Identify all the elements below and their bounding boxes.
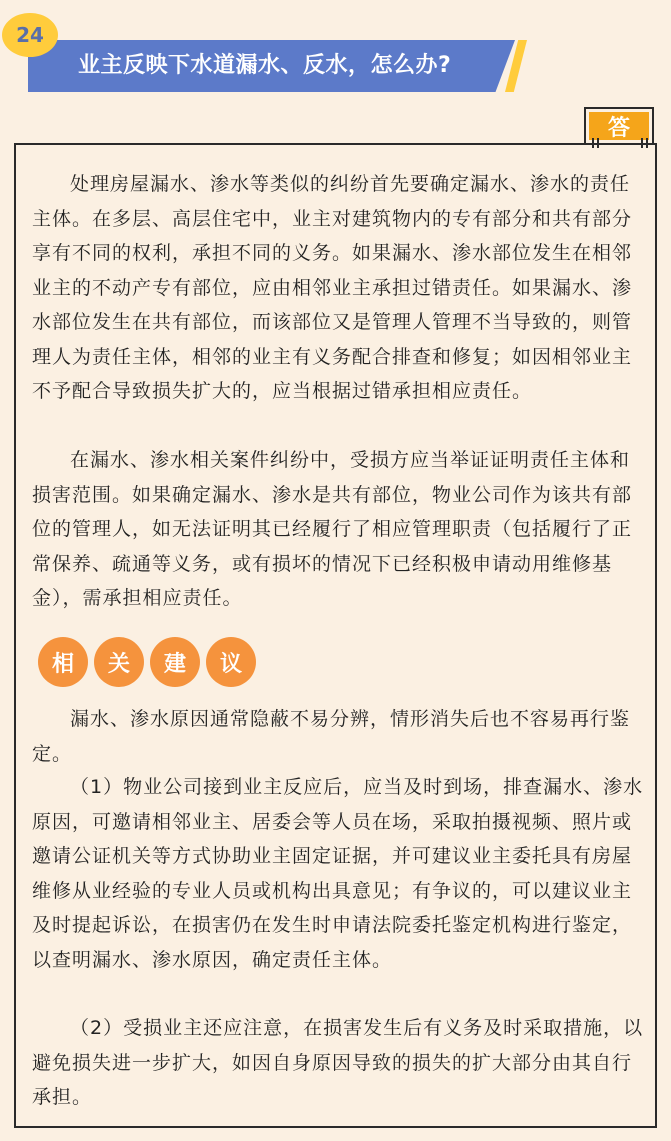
suggestion-paragraph: （1）物业公司接到业主反应后，应当及时到场，排查漏水、渗水原因，可邀请相邻业主、居委会等人员在场，采取拍摄视频、照片或邀请公证机关等方式协助业主固定证据，并可建议业主委托具有房屋维修从业经验的专业人员或机构出具意见；有争议的，可以建议业主及时提起诉讼，在损害仍在发生时申请法院委托鉴定机构进行鉴定，以查明漏水、渗水原因，确定责任主体。 [32,776,644,971]
heading-char-circle: 建 [150,637,200,687]
heading-char-circle: 关 [94,637,144,687]
heading-char-circle: 议 [206,637,256,687]
tab-tick-left-1 [592,138,594,148]
question-title: 业主反映下水道漏水、反水，怎么办? [78,53,452,78]
suggestion-paragraph: 漏水、渗水原因通常隐蔽不易分辨，情形消失后也不容易再行鉴定。 [32,708,631,765]
answer-paragraph: 在漏水、渗水相关案件纠纷中，受损方应当举证证明责任主体和损害范围。如果确定漏水、渗水是共有部位，物业公司作为该共有部位的管理人，如无法证明其已经履行了相应管理职责（包括履行了正常保养、疏通等义务，或有损坏的情况下已经积极申请动用维修基金），需承担相应责任。 [32,449,633,609]
heading-char-circle: 相 [38,637,88,687]
tab-tick-right-1 [641,138,643,148]
answer-paragraph: 处理房屋漏水、渗水等类似的纠纷首先要确定漏水、渗水的责任主体。在多层、高层住宅中，业主对建筑物内的专有部分和共有部分享有不同的权利，承担不同的义务。如果漏水、渗水部位发生在相邻业主的不动产专有部位，应由相邻业主承担过错责任。如果漏水、渗水部位发生在共有部位，而该部位又是管理人管理不当导致的，则管理人为责任主体，相邻的业主有义务配合排查和修复；如因相邻业主不予配合导致损失扩大的，应当根据过错承担相应责任。 [32,173,633,402]
question-header [0,0,671,100]
question-number-badge: 24 [2,13,58,57]
tab-tick-left-2 [597,138,599,148]
tab-tick-right-2 [646,138,648,148]
answer-tab [584,107,654,145]
suggestion-paragraph: （2）受损业主还应注意，在损害发生后有义务及时采取措施，以避免损失进一步扩大，如因自身原因导致的损失的扩大部分由其自行承担。 [32,1017,644,1108]
answer-label: 答 [589,112,649,140]
suggestion-heading [38,637,256,687]
